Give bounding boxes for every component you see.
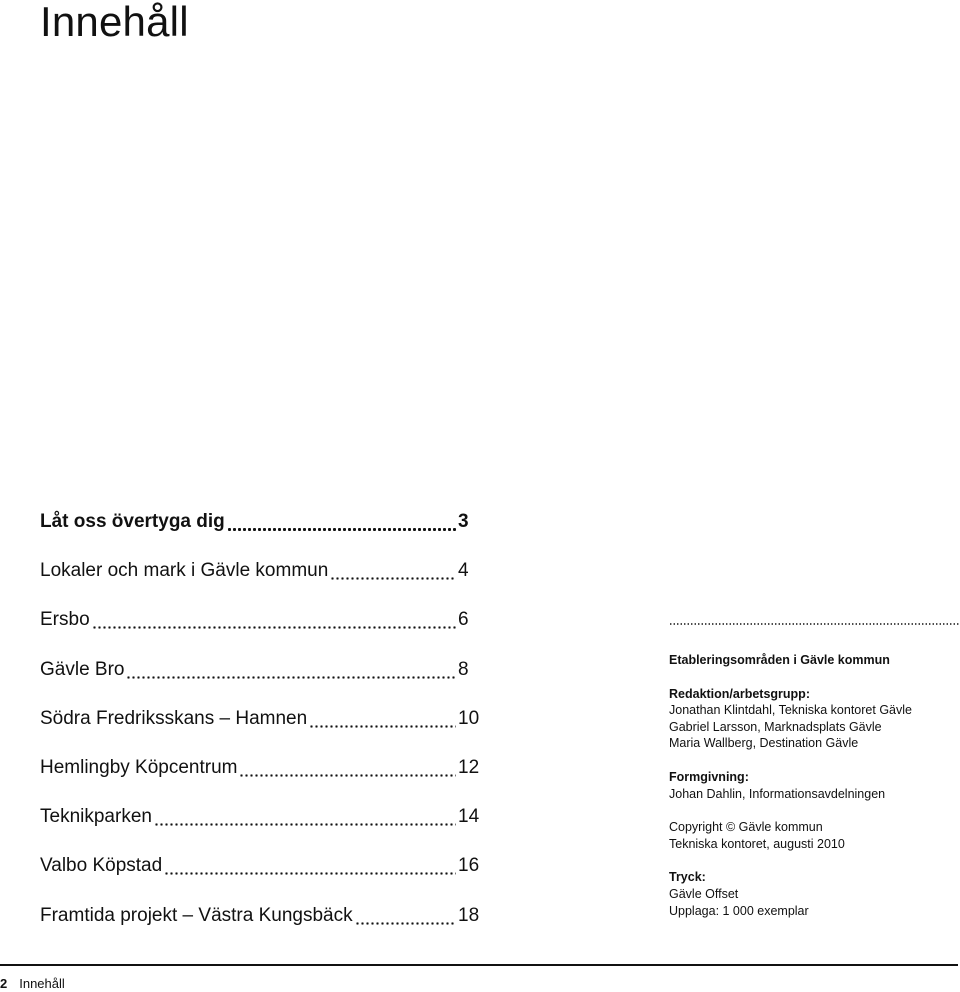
toc-entry-label: Teknikparken [40, 806, 152, 828]
design-heading: Formgivning: [669, 769, 749, 784]
toc-entry-label: Låt oss övertyga dig [40, 511, 225, 532]
toc-entry [40, 555, 488, 604]
designer: Johan Dahlin, Informationsavdelningen [669, 786, 886, 801]
toc-entry [40, 900, 488, 949]
toc-entry-page: 3 [458, 511, 469, 532]
toc-entry-label: Ersbo [40, 609, 90, 631]
editorial-member: Gabriel Larsson, Marknadsplats Gävle [669, 719, 882, 734]
toc-entry-page: 10 [458, 707, 480, 729]
dot-leader [164, 850, 456, 882]
toc-entry-page: 12 [458, 756, 480, 778]
colophon [669, 620, 960, 936]
toc-entry-page: 16 [458, 855, 480, 877]
print-heading: Tryck: [669, 870, 706, 885]
toc-entry-page: 4 [458, 560, 469, 582]
dot-leader [330, 555, 456, 587]
dot-leader [309, 703, 456, 735]
toc-entry-label: Valbo Köpstad [40, 855, 163, 877]
toc-entry-page: 18 [458, 904, 480, 926]
toc-entry [40, 752, 488, 801]
copyright-block [669, 819, 960, 852]
toc-entry-label: Gävle Bro [40, 658, 125, 680]
toc-entry [40, 654, 488, 703]
toc-entry [40, 703, 488, 752]
office-line: Tekniska kontoret, augusti 2010 [669, 836, 845, 851]
footer-rule [0, 964, 958, 966]
toc-entry-label: Framtida projekt – Västra Kungsbäck [40, 904, 353, 926]
toc-entry-label: Lokaler och mark i Gävle kommun [40, 560, 329, 582]
design-block [669, 769, 960, 802]
footer-page-number: 2 [0, 976, 8, 991]
dot-leader [355, 900, 456, 932]
editorial-block [669, 686, 960, 752]
table-of-contents [40, 506, 488, 949]
dot-leader [126, 654, 456, 686]
publication-title: Etableringsområden i Gävle kommun [669, 653, 890, 667]
editorial-member: Jonathan Klintdahl, Tekniska kontoret Gävle [669, 703, 912, 718]
toc-entry [40, 506, 488, 555]
dot-leader [92, 604, 456, 636]
printer: Gävle Offset [669, 886, 739, 901]
edition-line: Upplaga: 1 000 exemplar [669, 903, 809, 918]
copyright-line: Copyright © Gävle kommun [669, 820, 823, 835]
toc-entry [40, 850, 488, 899]
toc-entry-label: Hemlingby Köpcentrum [40, 756, 238, 778]
footer-section: Innehåll [19, 976, 65, 991]
dotted-divider [669, 620, 960, 628]
toc-entry [40, 801, 488, 850]
page-footer [0, 976, 65, 992]
print-block [669, 869, 960, 919]
dot-leader [227, 506, 456, 538]
toc-entry-page: 6 [458, 609, 469, 631]
page-title: Innehåll [40, 0, 189, 45]
toc-entry [40, 604, 488, 653]
editorial-heading: Redaktion/arbetsgrupp: [669, 686, 810, 701]
toc-entry-label: Södra Fredriksskans – Hamnen [40, 707, 308, 729]
dot-leader [154, 801, 456, 833]
editorial-member: Maria Wallberg, Destination Gävle [669, 736, 859, 751]
toc-entry-page: 14 [458, 806, 480, 828]
toc-entry-page: 8 [458, 658, 469, 680]
dot-leader [239, 752, 456, 784]
